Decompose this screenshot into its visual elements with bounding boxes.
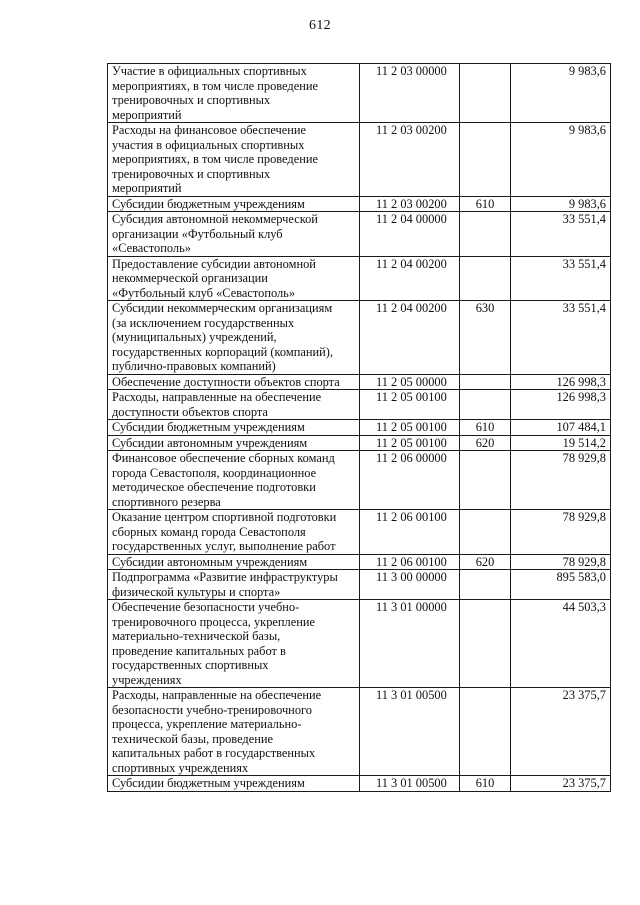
- table-row: [108, 374, 611, 390]
- amount-cell: 107 484,1: [511, 420, 611, 436]
- table-row: [108, 64, 611, 123]
- table-row: [108, 420, 611, 436]
- amount-cell: 9 983,6: [511, 196, 611, 212]
- target-code-cell: 11 2 03 00200: [360, 123, 460, 197]
- expense-type-cell: 610: [460, 420, 511, 436]
- expense-type-cell: [460, 212, 511, 257]
- expense-type-cell: [460, 256, 511, 301]
- table-row: [108, 510, 611, 555]
- amount-cell: 895 583,0: [511, 570, 611, 600]
- target-code-cell: 11 3 01 00000: [360, 600, 460, 688]
- amount-cell: 126 998,3: [511, 374, 611, 390]
- amount-cell: 23 375,7: [511, 776, 611, 792]
- expense-name-cell: Расходы на финансовое обеспечение участия в официальных спортивных мероприятиях, в том числе проведение тренировочных и спортивных мероприятий: [108, 123, 360, 197]
- target-code-cell: 11 2 06 00100: [360, 510, 460, 555]
- expense-type-cell: [460, 688, 511, 776]
- target-code-cell: 11 2 03 00000: [360, 64, 460, 123]
- expense-name-cell: Расходы, направленные на обеспечение доступности объектов спорта: [108, 390, 360, 420]
- expense-type-cell: [460, 64, 511, 123]
- target-code-cell: 11 3 00 00000: [360, 570, 460, 600]
- table-row: [108, 600, 611, 688]
- expense-type-cell: [460, 510, 511, 555]
- amount-cell: 78 929,8: [511, 510, 611, 555]
- expense-name-cell: Финансовое обеспечение сборных команд города Севастополя, координационное методическое обеспечение подготовки спортивного резерва: [108, 451, 360, 510]
- expense-name-cell: Подпрограмма «Развитие инфраструктуры физической культуры и спорта»: [108, 570, 360, 600]
- table-row: [108, 301, 611, 375]
- expense-name-cell: Субсидии некоммерческим организациям (за исключением государственных (муниципальных) учреждений, государственных корпораций (компаний), публично-правовых компаний): [108, 301, 360, 375]
- amount-cell: 23 375,7: [511, 688, 611, 776]
- amount-cell: 126 998,3: [511, 390, 611, 420]
- expense-name-cell: Обеспечение доступности объектов спорта: [108, 374, 360, 390]
- expense-type-cell: [460, 570, 511, 600]
- expense-type-cell: [460, 451, 511, 510]
- table-body: [108, 64, 611, 792]
- table-row: [108, 123, 611, 197]
- target-code-cell: 11 2 05 00100: [360, 435, 460, 451]
- page-number: 612: [309, 18, 331, 33]
- target-code-cell: 11 2 05 00100: [360, 390, 460, 420]
- expense-type-cell: 620: [460, 435, 511, 451]
- table-row: [108, 776, 611, 792]
- expense-type-cell: [460, 374, 511, 390]
- expense-type-cell: 610: [460, 776, 511, 792]
- amount-cell: 9 983,6: [511, 64, 611, 123]
- table-row: [108, 570, 611, 600]
- target-code-cell: 11 2 04 00000: [360, 212, 460, 257]
- amount-cell: 33 551,4: [511, 212, 611, 257]
- expense-name-cell: Субсидии бюджетным учреждениям: [108, 776, 360, 792]
- expense-name-cell: Оказание центром спортивной подготовки сборных команд города Севастополя государственных услуг, выполнение работ: [108, 510, 360, 555]
- target-code-cell: 11 2 06 00000: [360, 451, 460, 510]
- table-row: [108, 688, 611, 776]
- table-row: [108, 554, 611, 570]
- table-row: [108, 390, 611, 420]
- target-code-cell: 11 2 05 00100: [360, 420, 460, 436]
- expense-name-cell: Субсидии бюджетным учреждениям: [108, 420, 360, 436]
- expense-name-cell: Субсидии автономным учреждениям: [108, 435, 360, 451]
- table-row: [108, 451, 611, 510]
- table-row: [108, 212, 611, 257]
- expense-type-cell: [460, 123, 511, 197]
- expense-type-cell: 610: [460, 196, 511, 212]
- amount-cell: 19 514,2: [511, 435, 611, 451]
- target-code-cell: 11 2 05 00000: [360, 374, 460, 390]
- expense-type-cell: [460, 600, 511, 688]
- table-row: [108, 256, 611, 301]
- expense-type-cell: 630: [460, 301, 511, 375]
- amount-cell: 9 983,6: [511, 123, 611, 197]
- expense-name-cell: Участие в официальных спортивных мероприятиях, в том числе проведение тренировочных и спортивных мероприятий: [108, 64, 360, 123]
- expense-type-cell: [460, 390, 511, 420]
- amount-cell: 44 503,3: [511, 600, 611, 688]
- budget-table: [107, 63, 611, 792]
- target-code-cell: 11 3 01 00500: [360, 688, 460, 776]
- amount-cell: 78 929,8: [511, 554, 611, 570]
- amount-cell: 33 551,4: [511, 301, 611, 375]
- target-code-cell: 11 3 01 00500: [360, 776, 460, 792]
- expense-name-cell: Предоставление субсидии автономной некоммерческой организации «Футбольный клуб «Севастополь»: [108, 256, 360, 301]
- amount-cell: 78 929,8: [511, 451, 611, 510]
- expense-name-cell: Субсидии бюджетным учреждениям: [108, 196, 360, 212]
- target-code-cell: 11 2 06 00100: [360, 554, 460, 570]
- target-code-cell: 11 2 04 00200: [360, 256, 460, 301]
- expense-name-cell: Субсидии автономным учреждениям: [108, 554, 360, 570]
- expense-name-cell: Обеспечение безопасности учебно- тренировочного процесса, укрепление материально-технической базы, проведение капитальных работ в государственных спортивных учреждениях: [108, 600, 360, 688]
- target-code-cell: 11 2 03 00200: [360, 196, 460, 212]
- table-row: [108, 435, 611, 451]
- table-row: [108, 196, 611, 212]
- expense-name-cell: Расходы, направленные на обеспечение безопасности учебно-тренировочного процесса, укрепление материально- технической базы, проведение капитальных работ в государственных спортивных учреждениях: [108, 688, 360, 776]
- amount-cell: 33 551,4: [511, 256, 611, 301]
- target-code-cell: 11 2 04 00200: [360, 301, 460, 375]
- expense-type-cell: 620: [460, 554, 511, 570]
- expense-name-cell: Субсидия автономной некоммерческой организации «Футбольный клуб «Севастополь»: [108, 212, 360, 257]
